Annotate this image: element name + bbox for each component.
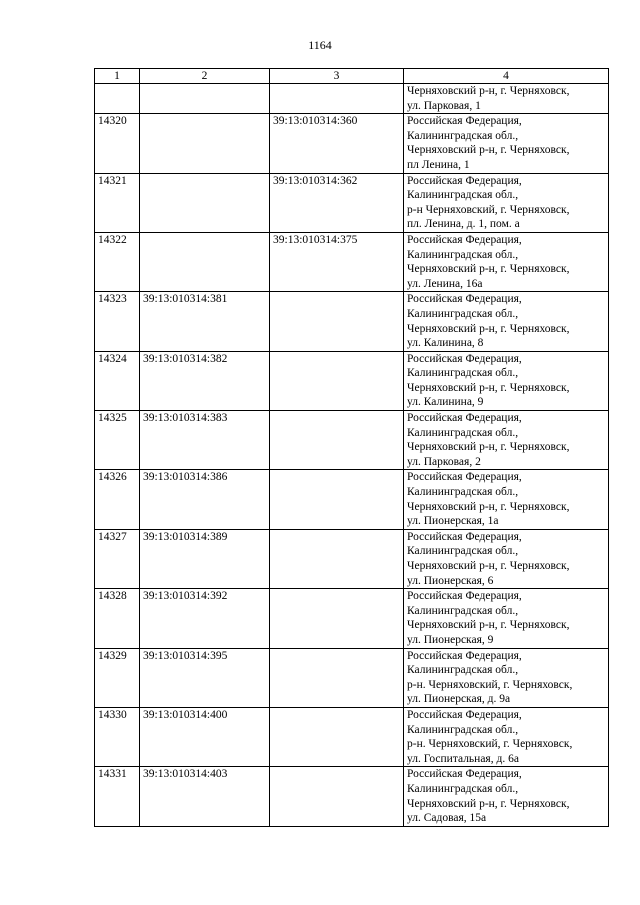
- cadastral-number-alt-cell: [270, 529, 404, 588]
- address-line: ул. Калинина, 9: [407, 396, 484, 409]
- table-row: [95, 707, 609, 766]
- address-line: Калининградская обл.,: [407, 545, 519, 558]
- address-line: Черняховский р-н, г. Черняховск,: [407, 263, 570, 276]
- address-line: Калининградская обл.,: [407, 604, 519, 617]
- address-line: Калининградская обл.,: [407, 486, 519, 499]
- address-cell: [404, 767, 609, 826]
- address-line: Калининградская обл.,: [407, 248, 519, 261]
- cadastral-number-alt-cell: [270, 84, 404, 114]
- cadastral-number-cell: 39:13:010314:382: [140, 351, 270, 410]
- address-cell: [404, 529, 609, 588]
- row-number-cell: 14326: [95, 470, 140, 529]
- address-cell: [404, 470, 609, 529]
- row-number-cell: 14331: [95, 767, 140, 826]
- address-line: Калининградская обл.,: [407, 426, 519, 439]
- address-cell: [404, 292, 609, 351]
- address-line: ул. Парковая, 2: [407, 455, 481, 468]
- cadastral-number-cell: 39:13:010314:400: [140, 707, 270, 766]
- cadastral-number-cell: 39:13:010314:386: [140, 470, 270, 529]
- row-number-cell: 14324: [95, 351, 140, 410]
- table-row: [95, 351, 609, 410]
- table-row: [95, 648, 609, 707]
- cadastral-number-alt-cell: [270, 707, 404, 766]
- registry-table: [94, 68, 609, 827]
- address-line: Черняховский р-н, г. Черняховск,: [407, 619, 570, 632]
- table-body: [95, 84, 609, 827]
- address-line: ул. Ленина, 16а: [407, 277, 483, 290]
- cadastral-number-alt-cell: [270, 470, 404, 529]
- address-line: Калининградская обл.,: [407, 782, 519, 795]
- row-number-cell: 14323: [95, 292, 140, 351]
- table-row: [95, 232, 609, 291]
- row-number-cell: 14328: [95, 589, 140, 648]
- address-line: ул. Садовая, 15а: [407, 812, 487, 825]
- cadastral-number-cell: 39:13:010314:383: [140, 411, 270, 470]
- row-number-cell: 14320: [95, 114, 140, 173]
- cadastral-number-alt-cell: 39:13:010314:362: [270, 173, 404, 232]
- address-cell: [404, 589, 609, 648]
- table-row: [95, 411, 609, 470]
- cadastral-number-cell: 39:13:010314:403: [140, 767, 270, 826]
- cadastral-number-alt-cell: [270, 589, 404, 648]
- header-row: [95, 69, 609, 84]
- page-number: 1164: [308, 38, 332, 52]
- row-number-cell: 14325: [95, 411, 140, 470]
- address-cell: [404, 173, 609, 232]
- table-row: [95, 84, 609, 114]
- address-line: Российская Федерация,: [407, 412, 522, 425]
- address-cell: [404, 232, 609, 291]
- row-number-cell: [95, 84, 140, 114]
- address-line: Калининградская обл.,: [407, 129, 519, 142]
- address-line: Калининградская обл.,: [407, 189, 519, 202]
- address-cell: [404, 114, 609, 173]
- address-line: р-н Черняховский, г. Черняховск,: [407, 203, 570, 216]
- table-row: [95, 470, 609, 529]
- cadastral-number-alt-cell: [270, 292, 404, 351]
- address-line: Российская Федерация,: [407, 174, 522, 187]
- address-line: Черняховский р-н, г. Черняховск,: [407, 144, 570, 157]
- row-number-cell: 14321: [95, 173, 140, 232]
- header-col-4: 4: [404, 69, 609, 84]
- cadastral-number-alt-cell: 39:13:010314:375: [270, 232, 404, 291]
- row-number-cell: 14329: [95, 648, 140, 707]
- address-line: Черняховский р-н, г. Черняховск,: [407, 322, 570, 335]
- address-cell: [404, 84, 609, 114]
- row-number-cell: 14322: [95, 232, 140, 291]
- cadastral-number-alt-cell: [270, 351, 404, 410]
- address-line: Калининградская обл.,: [407, 307, 519, 320]
- address-line: Российская Федерация,: [407, 233, 522, 246]
- header-col-3: 3: [270, 69, 404, 84]
- header-col-1: 1: [95, 69, 140, 84]
- cadastral-number-cell: [140, 84, 270, 114]
- table-row: [95, 767, 609, 826]
- table-row: [95, 292, 609, 351]
- address-line: пл. Ленина, д. 1, пом. а: [407, 218, 520, 231]
- cadastral-number-cell: 39:13:010314:381: [140, 292, 270, 351]
- cadastral-number-alt-cell: [270, 767, 404, 826]
- cadastral-number-cell: 39:13:010314:389: [140, 529, 270, 588]
- row-number-cell: 14330: [95, 707, 140, 766]
- address-line: р-н. Черняховский, г. Черняховск,: [407, 738, 573, 751]
- address-line: Российская Федерация,: [407, 352, 522, 365]
- cadastral-number-cell: 39:13:010314:395: [140, 648, 270, 707]
- cadastral-number-cell: [140, 232, 270, 291]
- table-row: [95, 589, 609, 648]
- table-row: [95, 114, 609, 173]
- address-cell: [404, 351, 609, 410]
- cadastral-number-cell: [140, 173, 270, 232]
- table-row: [95, 529, 609, 588]
- address-line: Калининградская обл.,: [407, 723, 519, 736]
- cadastral-number-cell: 39:13:010314:392: [140, 589, 270, 648]
- table-row: [95, 173, 609, 232]
- cadastral-number-alt-cell: [270, 411, 404, 470]
- address-line: пл Ленина, 1: [407, 158, 470, 171]
- address-line: Российская Федерация,: [407, 708, 522, 721]
- address-line: ул. Пионерская, 6: [407, 574, 494, 587]
- cadastral-number-alt-cell: [270, 648, 404, 707]
- address-line: Российская Федерация,: [407, 115, 522, 128]
- address-line: ул. Госпитальная, д. 6а: [407, 752, 519, 765]
- cadastral-number-alt-cell: 39:13:010314:360: [270, 114, 404, 173]
- address-line: Российская Федерация,: [407, 590, 522, 603]
- address-cell: [404, 707, 609, 766]
- address-line: Черняховский р-н, г. Черняховск,: [407, 500, 570, 513]
- address-line: Калининградская обл.,: [407, 664, 519, 677]
- address-line: Российская Федерация,: [407, 530, 522, 543]
- address-line: Российская Федерация,: [407, 471, 522, 484]
- row-number-cell: 14327: [95, 529, 140, 588]
- address-line: ул. Пионерская, д. 9а: [407, 693, 511, 706]
- address-line: Черняховский р-н, г. Черняховск,: [407, 85, 570, 97]
- table-header: [95, 69, 609, 84]
- address-line: Черняховский р-н, г. Черняховск,: [407, 381, 570, 394]
- address-line: Российская Федерация,: [407, 649, 522, 662]
- address-line: р-н. Черняховский, г. Черняховск,: [407, 678, 573, 691]
- address-line: ул. Пионерская, 1а: [407, 515, 499, 528]
- address-line: ул. Парковая, 1: [407, 99, 481, 112]
- address-line: Черняховский р-н, г. Черняховск,: [407, 797, 570, 810]
- address-line: Черняховский р-н, г. Черняховск,: [407, 560, 570, 572]
- address-cell: [404, 648, 609, 707]
- address-line: Российская Федерация,: [407, 293, 522, 306]
- address-line: Черняховский р-н, г. Черняховск,: [407, 441, 570, 454]
- address-line: Российская Федерация,: [407, 768, 522, 781]
- address-line: ул. Пионерская, 9: [407, 633, 494, 646]
- address-line: Калининградская обл.,: [407, 367, 519, 380]
- address-line: ул. Калинина, 8: [407, 337, 484, 350]
- header-col-2: 2: [140, 69, 270, 84]
- address-cell: [404, 411, 609, 470]
- cadastral-number-cell: [140, 114, 270, 173]
